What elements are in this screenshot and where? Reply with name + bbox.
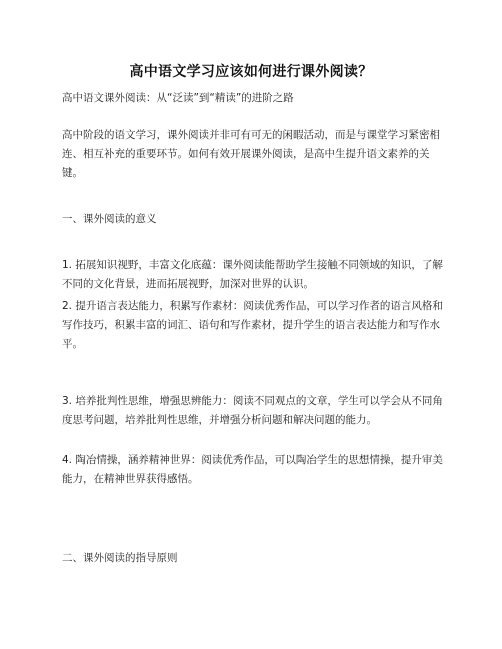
list-item: 2. 提升语言表达能力，积累写作素材：阅读优秀作品，可以学习作者的语言风格和写作技巧，积累丰富的词汇、语句和写作素材，提升学生的语言表达能力和写作水平。 <box>62 300 443 350</box>
list-item: 3. 培养批判性思维，增强思辨能力：阅读不同观点的文章，学生可以学会从不同角度思考问题，培养批判性思维，并增强分析问题和解决问题的能力。 <box>62 395 443 426</box>
list-item: 4. 陶冶情操，涵养精神世界：阅读优秀作品，可以陶冶学生的思想情操，提升审美能力，在精神世界获得感悟。 <box>62 454 443 485</box>
section-heading-principles: 二、课外阅读的指导原则 <box>62 552 178 564</box>
list-item: 1. 拓展知识视野，丰富文化底蕴：课外阅读能帮助学生接触不同领域的知识，了解不同的文化背景，进而拓展视野，加深对世界的认识。 <box>62 259 443 290</box>
document-subtitle: 高中语文课外阅读：从“泛读”到“精读”的进阶之路 <box>62 92 294 104</box>
section-heading-significance: 一、课外阅读的意义 <box>62 213 157 225</box>
document-title: 高中语文学习应该如何进行课外阅读？ <box>129 64 373 80</box>
intro-paragraph: 高中阶段的语文学习，课外阅读并非可有可无的闲暇活动，而是与课堂学习紧密相连、相互补充的重要环节。如何有效开展课外阅读，是高中生提升语文素养的关键。 <box>62 129 440 179</box>
